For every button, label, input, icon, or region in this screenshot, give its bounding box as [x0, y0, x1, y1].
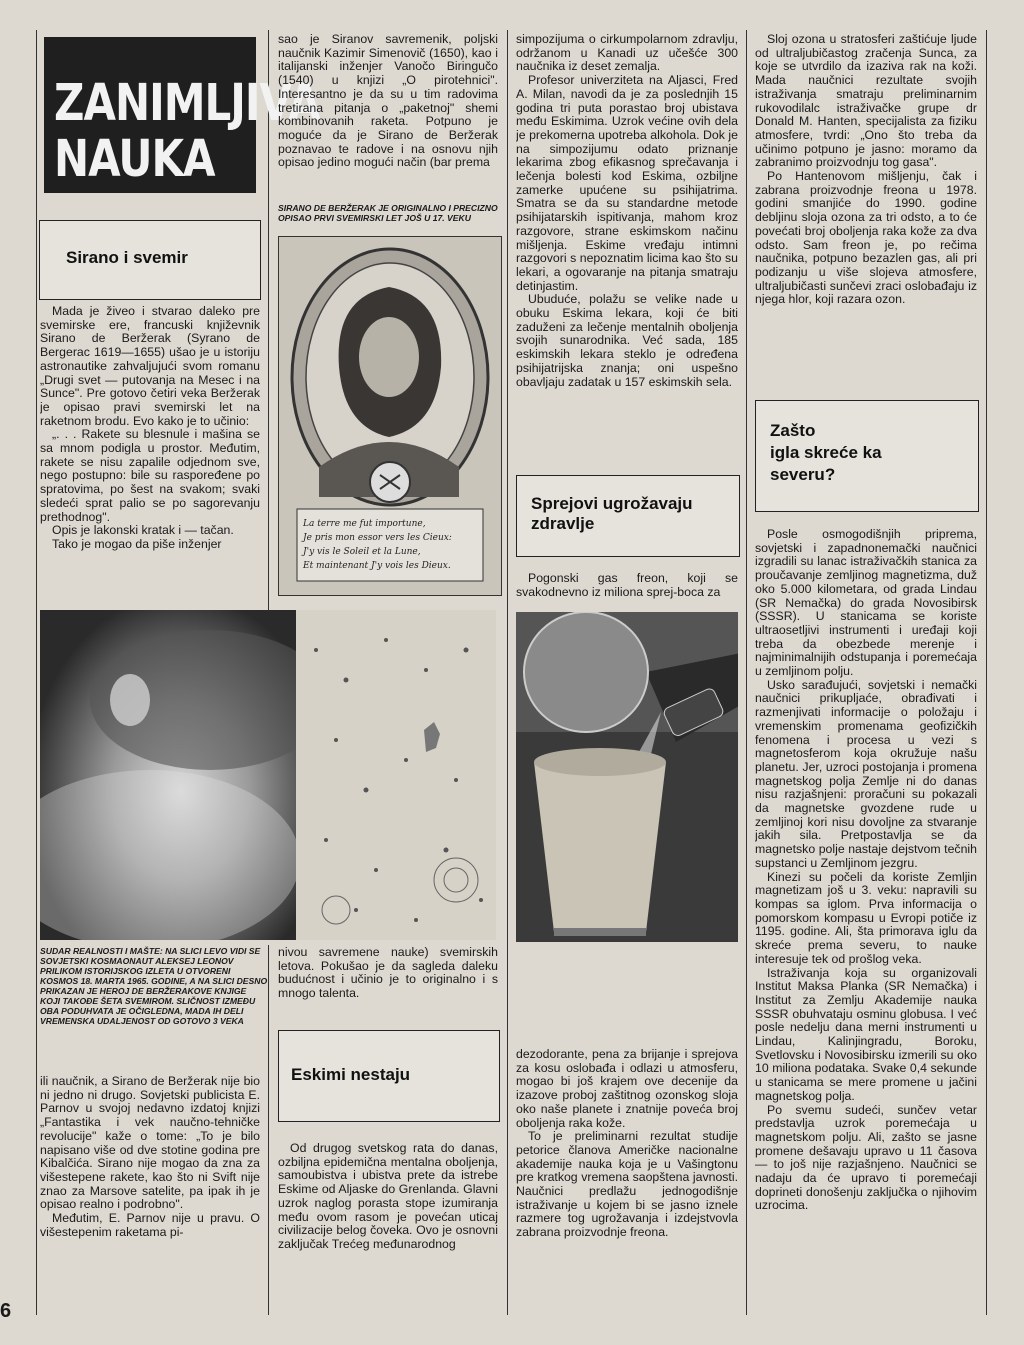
section-masthead: [44, 37, 320, 193]
paragraph: Posle osmogodišnjih priprema, sovjetski i zapadnonemački naučnici izgradili su lanac istraživačkih stanica za proučavanje zemljinog magnetizma, duž oko 5.000 kilometara, od grada Lindau (SR Nemačka) do grada Novosibirsk (SSSR). U stanicama se koriste ultraosetljivi instrumenti i uređaji koji treba da obezbede merenje i najminimalnijih odstupanja i poremećaja u zemljinom polju.: [755, 528, 977, 679]
masthead-line-2: NAUKA: [54, 129, 215, 189]
paragraph: Usko sarađujući, sovjetski i nemački naučnici prikupljaće, obrađivati i razmenjivati informacije o položaju i vremenskim promenama geofizičkih fenomena i procesa u vezi s magnetosferom koja okružuje našu planetu. Jer, uzroci postojanja i promena magnetskog polja Zemlje ni do danas nisu razjašnjeni: proračuni su pokazali da magnetske gvozdene rude u zemljinoj kori nisu dovoljne za stvaranje jakih sila. Pretpostavlja se da magnetsko polje nastaje dejstvom tečnih supstanci u Zemljinom jezgru.: [755, 677, 977, 870]
paragraph: Profesor univerziteta na Aljasci, Fred A. Milan, navodi da je za poslednjih 15 godina tri puta porastao broj ubistava među Eskimima. Uzrok većine ovih dela je prekomerna upotreba alkohola. Dok je na simpozijumu odato priznanje lekarima zbog efikasnog sprečavanja i lečenja bolesti kod Eskima, ozbiljne zamerke upućene su psihijatrima. Smatra se da su standardne metode psihijatarskih ispitivanja, mahom kroz razgovore, strane eskimskom načinu mišljenja. Eskime vređaju intimni razgovori s nepoznatim licima kao što su lekari, a ogovaranje na pitanja smatraju detinjastim.: [516, 73, 738, 293]
sirano-column-2-continued: [278, 946, 498, 1016]
page-number: 6: [0, 1300, 12, 1322]
igla-title-line-3: severu?: [770, 465, 836, 484]
paragraph: Opis je lakonski kratak i — tačan.: [52, 523, 234, 538]
paragraph: Kinezi su počeli da koriste Zemljin magnetizam još u 3. veku: napravili su kompas sa iglom. Prva informacija o pomorskom kompasu u Evropi potiče iz 1195. godine. Ali, šta primorava iglu da skreće prema severu, to nauke interesuje tek od prošlog veka.: [755, 869, 977, 966]
paragraph: nivou savremene nauke) svemirskih letova. Pokušao je da sagleda daleku budućnost i učinio je to originalno i s mnogo talenta.: [278, 946, 498, 1001]
column-rule: [36, 30, 37, 1315]
paragraph: Pogonski gas freon, koji se svakodnevno iz miliona sprej-boca za: [516, 572, 738, 599]
sirano-title: Sirano i svemir: [66, 248, 188, 267]
paragraph: To je preliminarni rezultat studije petorice članova Američke nacionalne akademije nauka koja je u Vašingtonu pre kratkog vremena saopštena javnosti. Naučnici predlažu jednogodišnje istraživanje u kojem bi se jasno iznele razmere tog ugrožavanja i izdejstvovla zabrana proizvodnje freona.: [516, 1129, 738, 1240]
paragraph: Međutim, E. Parnov nije u pravu. O višestepenim raketama pi-: [40, 1211, 260, 1239]
inscription-line: La terre me fut importune,: [303, 519, 426, 529]
eskimi-title: Eskimi nestaju: [291, 1065, 411, 1084]
sirano-column-1-continued: [40, 1075, 260, 1315]
igla-title-line-1: Zašto: [770, 421, 816, 440]
masthead-line-1: ZANIMLJIVA: [54, 73, 320, 133]
sprejovi-column-3: [516, 572, 738, 604]
igla-title-box: [755, 400, 979, 512]
spacewalk-photo: [40, 610, 296, 940]
paragraph: sao je Siranov savremenik, poljski naučnik Kazimir Simenovič (1650), kao i italijanski inženjer Vanočo Biringučo (1540) u knjizi „O pirotehnici". Interesantno je da su u tim radovima tretirana pitanja o „paketnoj" shemi kombinovanih raketa. Potpuno je moguće da je Sirano de Beržerak poznavao te radove i na osnovu njih opisao jedino mogući način (bar prema: [278, 33, 498, 170]
paragraph: ili naučnik, a Sirano de Beržerak nije bio ni jedno ni drugo. Sovjetski publicista E. Parnov u svojoj nedavno izdatoj knjizi „Fantastika i vek naučno-tehničke revolucije" kaže o tome: „To je bilo napisano više od dve stotine godina pre Kibalčića. Sirano nije mogao da zna za višestepene rakete, kao što ni Svift nije znao za Marsove satelite, pa ipak ih je opisao realno i podrobno".: [40, 1075, 260, 1212]
sprejovi-title-line-2: zdravlje: [531, 514, 595, 533]
column-rule: [746, 30, 747, 1315]
paragraph: „. . . Rakete su blesnule i mašina se sa mnom podigla u prostor. Međutim, rakete se nisu zapalile odjednom sve, nego postupno: bile su raspoređene po spratovima, po šest na svakom; svaki sledeći sprat palio se po sagorevanju prethodnog".: [40, 427, 260, 524]
sprejovi-column-4: [755, 33, 977, 363]
sirano-title-box: [39, 220, 261, 300]
sprejovi-column-3-continued: [516, 1048, 738, 1313]
photo-caption: SUDAR REALNOSTI I MAŠTE: NA SLICI LEVO VIDI SE SOVJETSKI KOSMAONAUT ALEKSEJ LEONOV PRILIKOM ISTORIJSKOG IZLETA U OTVORENI KOSMOS 18. MARTA 1965. GODINE, A NA SLICI DESNO PRIKAZAN JE HEROJ DE BERŽERAKOVE KNJIGE KOJI TAKOĐE ŠETA SVEMIROM. SLIČNOST IZMEĐU OBA PODUHVATA JE OČIGLEDNA, MADA IH DELI VREMENSKA UDALJENOST OD GOTOVO 3 VEKA: [40, 946, 268, 1026]
inscription-line: Et maintenant J'y vois les Dieux.: [303, 561, 451, 571]
paragraph: Mada je živeo i stvarao daleko pre svemirske ere, francuski književnik Sirano de Beržerak (Syrano de Bergerac 1619—1655) ušao je u istoriju astronautike zahvaljujući svom romanu „Drugi svet — putovanja na Mesec i na Sunce". Pre gotovo četiri veka Beržerak je opisao pravi svemirski let na raketnom brodu. Evo kako je to učinio:: [40, 305, 260, 428]
sprejovi-title-box: [516, 475, 740, 557]
column-rule: [507, 30, 508, 1315]
paragraph: Po Hantenovom mišljenju, čak i zabrana proizvodnje freona u 1978. godini smanjiće do 1990. godine debljinu sloja ozona za tri odsto, a to će povećati broj oboljenja raka kože za dva odsto. Sam freon je, po rečima naučnika, potpuno bezazlen gas, ali pri podizanju u više slojeva atmosfere, ultraljubičasti sunčevi zraci oslobađaju iz njega hlor, koji razara ozon.: [755, 169, 977, 307]
cyrano-engraving: [296, 610, 496, 940]
column-rule: [986, 30, 987, 1315]
cyrano-portrait: [278, 236, 502, 596]
eskimi-column-2: [278, 1142, 498, 1312]
paragraph: dezodorante, pena za brijanje i sprejova za kosu oslobađa i odlazi u atmosferu, mogao bi još krajem ove decenije da izazove proboj zaštitnog ozonskog sloja oko naše planete i znatnije poveća broj obolјenja raka kože.: [516, 1048, 738, 1130]
paragraph: Sloj ozona u stratosferi zaštićuje ljude od ultraljubičastog zračenja Sunca, za koje se utvrdilo da izaziva rak na koži. Mada naučnici rezultate svojih istraživanja smatraju preliminarnim rukovodilalc istraživačke grupe dr Donald M. Hanten, specijalista za fiziku atmosfere, tvrdi: „Ono što treba da učinimo potpuno je jasno: moramo da zabranimo proizvodnju tog gasa".: [755, 33, 977, 170]
paragraph: Od drugog svetskog rata do danas, ozbiljna epidemična mentalna oboljenja, samoubistva i ubistva prete da istrebe Eskime od Aljaske do Grenlanda. Glavni uzrok naglog porasta stope izumiranja među ovom rasom je povećan uticaj civilizacije belog čoveka. Ovo je osnovni zaključak Trećeg međunarodnog: [278, 1142, 498, 1251]
portrait-caption: SIRANO DE BERŽERAK JE ORIGINALNO I PRECIZNO OPISAO PRVI SVEMIRSKI LET JOŠ U 17. VEKU: [278, 203, 498, 223]
sirano-column-2: [278, 33, 498, 193]
eskimi-title-box: [278, 1030, 500, 1122]
trash-can-spray-photo: [516, 612, 738, 942]
sirano-column-1: [40, 305, 260, 600]
sprejovi-title-line-1: Sprejovi ugrožavaju: [531, 494, 693, 513]
column-rule: [268, 945, 269, 1315]
igla-title-line-2: igla skreće ka: [770, 443, 882, 462]
paragraph: simpozijuma o cirkumpolarnom zdravlju, održanom u Kanadi uz učešće 300 naučnika iz deset zemalja.: [516, 33, 738, 74]
flying-hero-engraving: [296, 610, 496, 940]
portrait-inscription: [303, 517, 483, 573]
paragraph: Ubuduće, polažu se velike nade u obuku Eskima lekara, koji će biti zaduženi za lečenje mentalnih oboljenja svojih sunarodnika. Već sada, 185 eskimskih lekara steklo je određena psihijatrijska znanja; oni uspešno obavljaju zadatak u 157 eskimskih sela.: [516, 292, 738, 389]
inscription-line: J'y vis le Soleil et la Lune,: [303, 547, 421, 557]
paragraph: Istraživanja koja su organizovali Institut Maksa Planka (SR Nemačka) i Institut za Zemlju Akademije nauka SSSR obuhvataju osminu globusa. I već posle nedelju dana merni instrumenti u Lindau, Kalinjingradu, Boroku, Svetlovsku i Novosibirsku izmerili su oko 10 miliona podataka. Svake 0,4 sekunde u stanicama se mere promene u jačini magnetskog polja.: [755, 965, 977, 1103]
paragraph: Po svemu sudeći, sunčev vetar predstavlja uzrok poremećaja u magnetskom polju. Ali, zašto se jasne promene dešavaju upravo u 11 časova — to još nije razjašnjeno. Naučnici se nadaju da će upravo ti poremećaji doprineti donošenju zaključka o njihovim uzrocima.: [755, 1102, 977, 1213]
eskimi-column-3: [516, 33, 738, 463]
igla-column-4: [755, 528, 977, 1313]
paragraph: Tako je mogao da piše inženjer: [52, 536, 222, 551]
inscription-line: Je pris mon essor vers les Cieux:: [303, 533, 452, 543]
spray-photo: [516, 612, 738, 942]
leonov-photo: [40, 610, 296, 940]
